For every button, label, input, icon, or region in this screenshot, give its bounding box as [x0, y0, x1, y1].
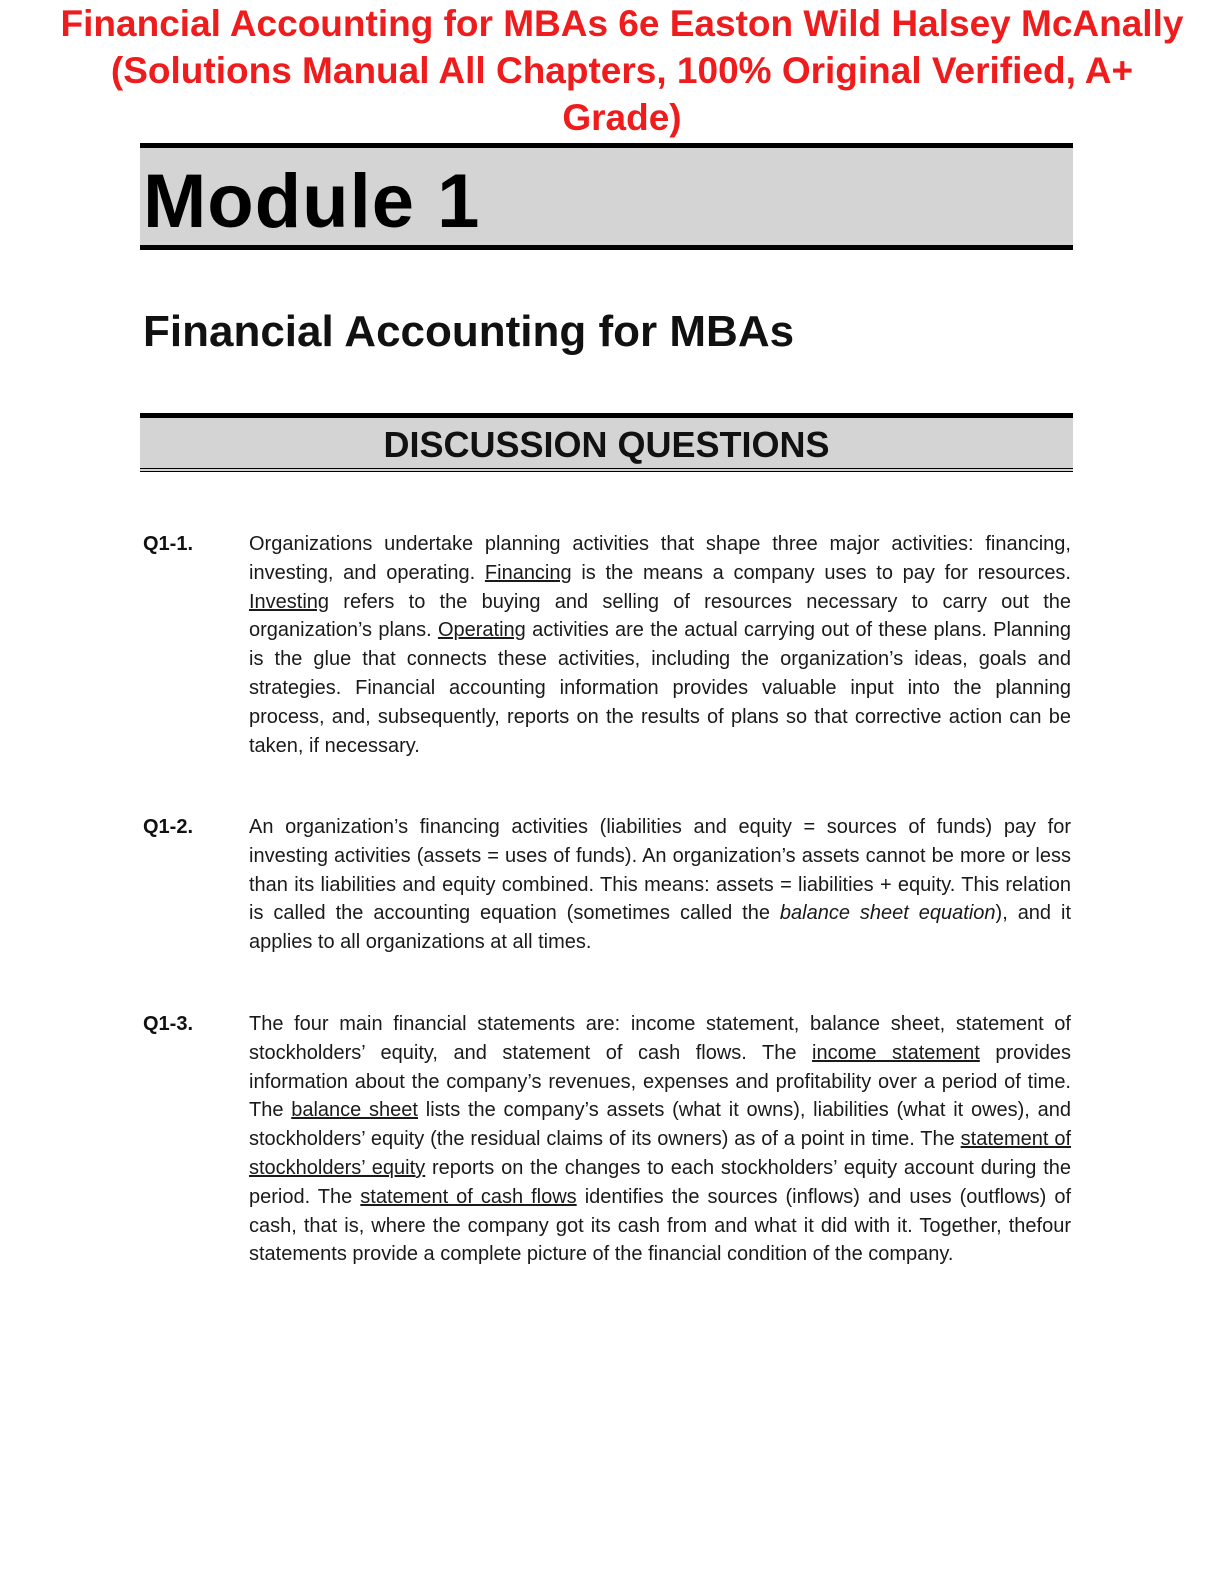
- question-answer-text: An organization’s financing activities (liabilities and equity = sources of funds) pay for investing activities (assets = uses of funds). An organization’s assets cannot be more or less than its liabilities and equity combined. This means: assets = liabilities + equity. This relation is called the accounting equation (sometimes called the balance sheet equation), and it applies to all organizations at all times.: [249, 816, 1071, 954]
- module-header-block: [140, 143, 1073, 250]
- term-balance-sheet-equation: balance sheet equation: [779, 902, 996, 925]
- term-financing: Financing: [484, 561, 572, 584]
- question-number: Q1-2.: [143, 816, 194, 838]
- term-income-statement: income statement: [812, 1041, 980, 1064]
- question-answer-text: Organizations undertake planning activities that shape three major activities: financing, investing, and operating. Financing is the means a company uses to pay for resources. Investing refers to the buying and selling of resources necessary to carry out the organization’s plans. Operating activities are the actual carrying out of these plans. Planning is the glue that connects these activities, including the organization’s ideas, goals and strategies. Financial accounting information provides valuable input into the planning process, and, subsequently, reports on the results of plans so that corrective action can be taken, if necessary.: [249, 533, 1071, 757]
- book-title: Financial Accounting for MBAs: [143, 307, 795, 356]
- section-header-block: [140, 413, 1073, 472]
- question-number: Q1-1.: [143, 533, 194, 555]
- document-banner-title: Financial Accounting for MBAs 6e Easton Wild Halsey McAnally (Solutions Manual All Chapters, 100% Original Verified, A+ Grade): [60, 3, 1184, 138]
- section-title: DISCUSSION QUESTIONS: [383, 424, 830, 465]
- term-investing: Investing: [249, 590, 330, 613]
- module-title: Module 1: [143, 159, 481, 244]
- term-statement-of-cash-flows: statement of cash flows: [360, 1185, 577, 1208]
- question-answer-text: The four main financial statements are: income statement, balance sheet, statement of stockholders’ equity, and statement of cash flows. The income statement provides information about the company’s revenues, expenses and profitability over a period of time. The balance sheet lists the company’s assets (what it owns), liabilities (what it owes), and stockholders’ equity (the residual claims of its owners) as of a point in time. The statement of stockholders’ equity reports on the changes to each stockholders’ equity account during the period. The statement of cash flows identifies the sources (inflows) and uses (outflows) of cash, that is, where the company got its cash from and what it did with it. Together, thefour statements provide a complete picture of the financial condition of the company.: [249, 1013, 1072, 1266]
- term-statement-of-stockholders-equity: statement of stockholders’ equity: [249, 1128, 1072, 1179]
- term-operating: Operating: [437, 619, 526, 642]
- question-number: Q1-3.: [143, 1013, 194, 1035]
- term-balance-sheet: balance sheet: [291, 1099, 418, 1122]
